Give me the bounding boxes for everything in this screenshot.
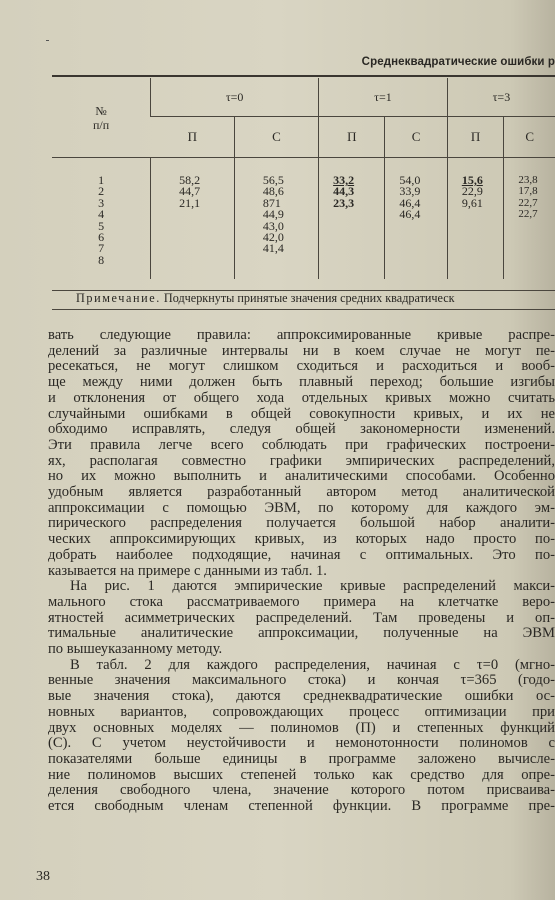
note-text: Подчеркнуты принятые значения средних квадратическ [163, 291, 455, 305]
text-line: ях, располагая совместно графики эмпирических распределений, [48, 452, 555, 469]
text-line: тимальные аналитические аппроксимации, полученные на ЭВМ [48, 625, 555, 642]
text-line: (С). С учетом неустойчивости и немонотонности полиномов с [48, 735, 555, 752]
cell-value: 43,0 [262, 218, 284, 233]
subheader-s: С [504, 117, 555, 158]
cell-value: 56,5 [262, 173, 284, 187]
cell-value: 33,2 [333, 173, 355, 187]
errors-table [52, 78, 555, 279]
text-line: мального стока рассматриваемого примера на клетчатке веро- [48, 593, 555, 610]
text-line: ятностей асимметрических распределений. Там проведены и оп- [48, 609, 555, 626]
text-line: Эти правила легче всего соблюдать при графических построени- [48, 436, 555, 453]
text-line: венные значения максимального стока) и кончая τ=365 (годо- [48, 672, 555, 689]
text-line: по вышеуказанному методу. [48, 641, 223, 658]
table-note [76, 291, 555, 306]
column-tau1-p [319, 158, 385, 280]
row-number: 1 [98, 173, 105, 187]
subheader-p: П [447, 117, 504, 158]
cell-value: 54,0 [399, 173, 421, 187]
number-abbrev: п/п [92, 117, 110, 132]
cell-value: 44,7 [179, 184, 201, 199]
row-number: 6 [98, 230, 105, 245]
running-head: Среднеквадратические ошибки р [361, 56, 555, 68]
cell-value: 22,7 [518, 208, 538, 221]
cell-value: 42,0 [262, 230, 284, 245]
cell-value: 22,9 [461, 184, 483, 199]
group-header-tau3: τ=3 [447, 78, 555, 117]
cell-value: 9,61 [461, 195, 483, 210]
note-label: Примечание. [76, 291, 161, 305]
cell-value: 21,1 [179, 195, 201, 210]
cell-value: 22,7 [518, 196, 538, 209]
scan-speck [46, 40, 49, 41]
row-number: 7 [98, 241, 105, 256]
text-line: вые значения стока), даются среднеквадратические ошибки ос- [48, 688, 555, 705]
cell-value: 46,4 [399, 207, 421, 222]
column-tau0-s [234, 158, 318, 280]
text-line: аппроксимации с помощью ЭВМ, по которому для каждого эм- [48, 499, 555, 516]
column-tau1-s [385, 158, 447, 280]
column-tau0-p [151, 158, 235, 280]
text-line: двух основных моделях — полиномов (П) и степенных функций [48, 719, 555, 736]
subheader-p: П [319, 117, 385, 158]
text-line: В табл. 2 для каждого распределения, начиная с τ=0 (мгно- [70, 656, 555, 673]
text-line: вать следующие правила: аппроксимированные кривые распре- [48, 328, 555, 343]
cell-value: 871 [262, 195, 281, 210]
group-header-tau0: τ=0 [151, 78, 319, 117]
row-number: 5 [98, 218, 105, 233]
header-rule [52, 75, 555, 77]
column-tau3-s [504, 158, 555, 280]
subheader-p: П [151, 117, 235, 158]
row-number-header [52, 78, 151, 158]
text-line: ческих аппроксимирующих кривых, из которых надо просто по- [48, 531, 555, 548]
text-line: удобным является разработанный автором метод аналитической [48, 484, 555, 501]
text-line: ние полиномов высших степеней только как средство для опре- [48, 766, 555, 783]
cell-value: 15,6 [461, 173, 483, 187]
text-line: ще между ними должен быть плавный переход; большие изгибы [48, 374, 555, 391]
cell-value: 23,8 [518, 174, 538, 186]
text-line: На рис. 1 даются эмпирические кривые распределений макси- [70, 578, 555, 595]
text-line: обходимо исправлять, следуя общей закономерности изменений. [48, 421, 555, 438]
cell-value: 48,6 [262, 184, 284, 199]
text-line: случайными ошибками в общей совокупности кривых, и их не [48, 405, 555, 422]
cell-value: 33,9 [399, 184, 421, 199]
text-line: казывается на примере с данными из табл. 1. [48, 562, 327, 579]
row-number: 4 [98, 207, 105, 222]
number-sign: № [95, 103, 107, 118]
cell-value: 17,8 [518, 185, 538, 198]
text-line: показателями больше единицы в программе заложено вычисле- [48, 750, 555, 767]
group-header-tau1: τ=1 [319, 78, 448, 117]
row-numbers-cell [52, 158, 151, 280]
row-number: 8 [98, 252, 105, 267]
subheader-s: С [234, 117, 318, 158]
text-line: деления свободного члена, значение которого потом присваива- [48, 782, 555, 799]
cell-value: 44,9 [262, 207, 284, 222]
cell-value: 58,2 [179, 173, 201, 187]
text-line: и отклонения от общего хода отдельных кривых можно считать [48, 389, 555, 406]
column-tau3-p [447, 158, 504, 280]
page-number: 38 [36, 869, 50, 884]
row-number: 2 [98, 184, 105, 199]
note-rule [52, 309, 555, 310]
text-line: пирического распределения получается большой набор аналити- [48, 515, 555, 532]
cell-value: 23,3 [333, 195, 355, 210]
text-line: делений за различные интервалы ни в коем случае не могут пе- [48, 342, 555, 359]
row-number: 3 [98, 195, 105, 210]
text-line: но их можно выполнить и аналитическими способами. Особенно [48, 468, 555, 485]
text-line: добрать наиболее подходящие, начиная с оптимальных. Это по- [48, 546, 555, 563]
text-line: ется свободным членам степенной функции. В программе пре- [48, 798, 555, 815]
cell-value: 41,4 [262, 241, 284, 256]
subheader-s: С [385, 117, 447, 158]
text-line: ресекаться, не могут слишком сходиться и расходиться и вооб- [48, 358, 555, 375]
body-text [48, 328, 555, 815]
cell-value: 44,3 [333, 184, 355, 199]
text-line: новных вариантов, сопровождающих процесс оптимизации при [48, 703, 555, 720]
cell-value: 46,4 [399, 195, 421, 210]
